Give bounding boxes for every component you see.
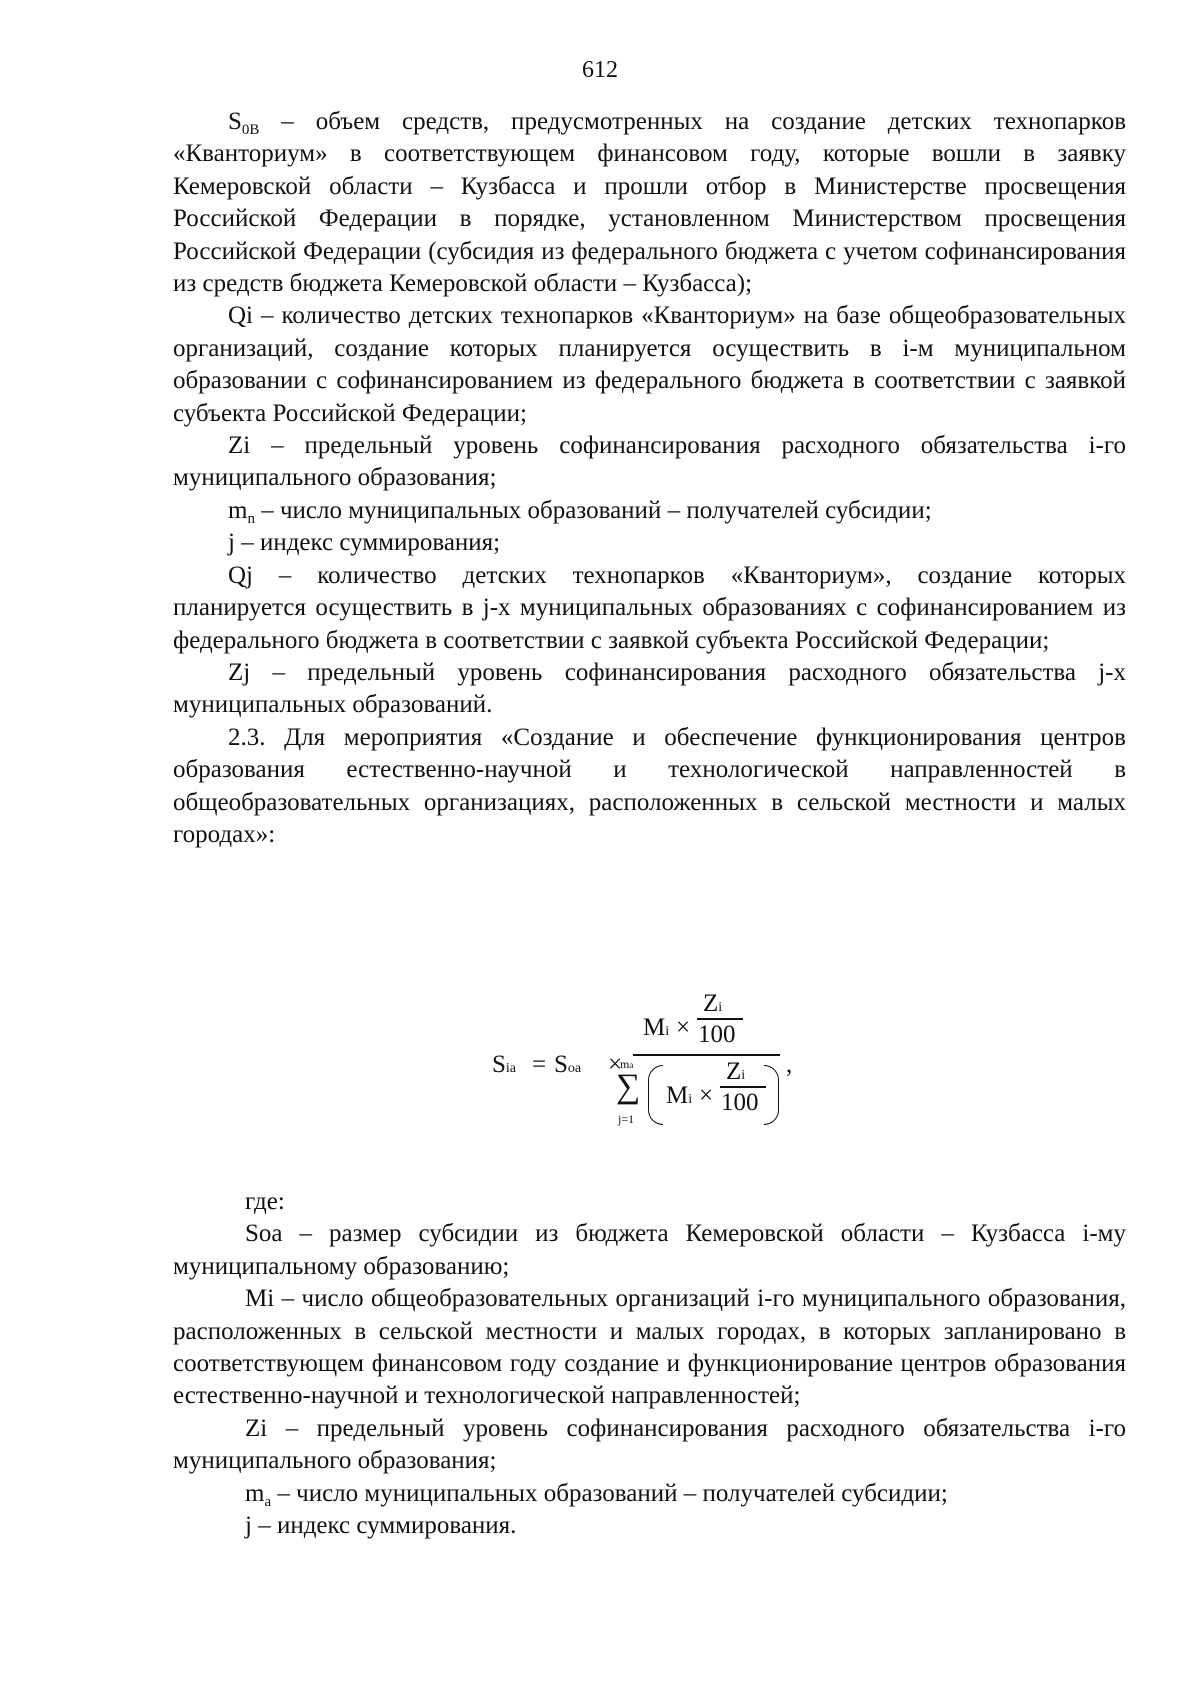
term-definition: – предельный уровень софинансирования расходного обязательства i-го муниципального образования;	[173, 1414, 1126, 1475]
definition-soa	[173, 1218, 1126, 1283]
term-symbol: Qi	[228, 302, 253, 330]
formula-comma: ,	[786, 1051, 793, 1078]
term-symbol: Zi	[245, 1414, 268, 1442]
numerator-times: ×	[676, 1014, 691, 1041]
sum-icon: ∑	[616, 1068, 641, 1105]
definition-mi	[173, 1283, 1126, 1413]
definition-qj	[173, 560, 1126, 657]
section-2-3	[173, 722, 1126, 852]
term-definition: – индекс суммирования;	[234, 529, 501, 557]
term-definition: – предельный уровень софинансирования расходного обязательства j-х муниципальных образований.	[173, 658, 1126, 719]
denominator-fraction-line	[720, 1086, 766, 1088]
denominator-z: Zi	[726, 1058, 746, 1085]
numerator-z: Zi	[703, 990, 723, 1017]
numerator-hundred: 100	[698, 1021, 736, 1048]
term-symbol: S	[228, 108, 242, 135]
term-symbol: Mi	[245, 1285, 275, 1313]
term-symbol: j	[228, 529, 235, 557]
denominator-times: ×	[699, 1082, 714, 1109]
definition-ma	[173, 1478, 1126, 1510]
term-definition: – предельный уровень софинансирования расходного обязательства i-го муниципального образования;	[173, 432, 1126, 492]
where-label: где:	[245, 1188, 285, 1215]
term-definition: – объем средств, предусмотренных на создание детских технопарков «Кванториум» в соответствующем финансовом году, которые вошли в заявку Кемеровской области – Кузбасса и прошли отбор в Министерстве просвещения Российской Федерации в порядке, установленном Министерством просвещения Российской Федерации (субсидия из федерального бюджета с учетом софинансирования из средств бюджета Кемеровской области – Кузбасса);	[173, 108, 1126, 298]
term-symbol: Qj	[228, 561, 253, 589]
term-symbol: m	[228, 496, 248, 524]
formula-s: Sia	[492, 1051, 517, 1078]
term-symbol: m	[245, 1479, 265, 1507]
term-symbol: j	[245, 1512, 252, 1540]
term-symbol: Soa	[245, 1220, 283, 1248]
sum-lower-limit: j=1	[618, 1112, 635, 1126]
formula-times: ×	[608, 1051, 623, 1078]
section-text: Для мероприятия «Создание и обеспечение функционирования центров образования естественно-научной и технологической направленностей в общеобразовательных организациях, расположенных в сельской местности и малых городах»:	[173, 723, 1126, 848]
term-definition: – размер субсидии из бюджета Кемеровской области – Кузбасса i-му муниципальному образованию;	[173, 1220, 1126, 1280]
section-number: 2.3.	[228, 723, 266, 751]
numerator-fraction-line	[697, 1018, 743, 1020]
term-subscript: a	[264, 1493, 272, 1510]
term-subscript: n	[247, 510, 255, 527]
numerator-m: Mi	[643, 1014, 670, 1041]
term-symbol: Zi	[228, 432, 251, 460]
denominator-m: Mi	[666, 1082, 693, 1109]
definition-zi	[173, 430, 1126, 495]
top-text-block	[173, 106, 1126, 851]
definition-qi	[173, 300, 1126, 430]
formula-equals: =	[532, 1051, 547, 1078]
bottom-text-block	[173, 1186, 1126, 1542]
definition-zj	[173, 657, 1126, 722]
definition-j-bottom	[173, 1510, 1126, 1542]
definition-s0b	[173, 106, 1126, 300]
sum-upper-limit: ma	[620, 1057, 634, 1071]
term-definition: – число муниципальных образований – получателей субсидии;	[271, 1479, 948, 1507]
definition-zi-bottom	[173, 1413, 1126, 1478]
denominator-hundred: 100	[721, 1089, 759, 1116]
page-number: 612	[582, 57, 618, 83]
term-symbol: Zj	[228, 658, 251, 686]
term-definition: – число общеобразовательных организаций i-го муниципального образования, расположенных в сельской местности и малых городах, в которых запланировано в соответствующем финансовом году создание и функционирование центров образования естественно-научной и технологической направленностей;	[173, 1285, 1126, 1410]
term-definition: – количество детских технопарков «Кванториум», создание которых планируется осуществить в j-х муниципальных образованиях с софинансированием из федерального бюджета в соответствии с заявкой субъекта Российской Федерации;	[173, 561, 1126, 654]
term-subscript: 0В	[241, 122, 260, 138]
formula-soa: Soa	[554, 1051, 582, 1078]
term-definition: – число муниципальных образований – получателей субсидии;	[254, 496, 932, 524]
main-fraction-line	[633, 1054, 780, 1056]
term-definition: – количество детских технопарков «Кванториум» на базе общеобразовательных организаций, создание которых планируется осуществить в i-м муниципальном образовании с софинансированием из федерального бюджета в соответствии с заявкой субъекта Российской Федерации;	[173, 302, 1126, 427]
right-paren	[764, 1065, 779, 1125]
subsidy-formula	[490, 990, 820, 1160]
term-definition: – индекс суммирования.	[251, 1512, 517, 1540]
left-paren	[648, 1065, 663, 1125]
definition-j	[173, 527, 1126, 559]
definition-mn	[173, 495, 1126, 527]
